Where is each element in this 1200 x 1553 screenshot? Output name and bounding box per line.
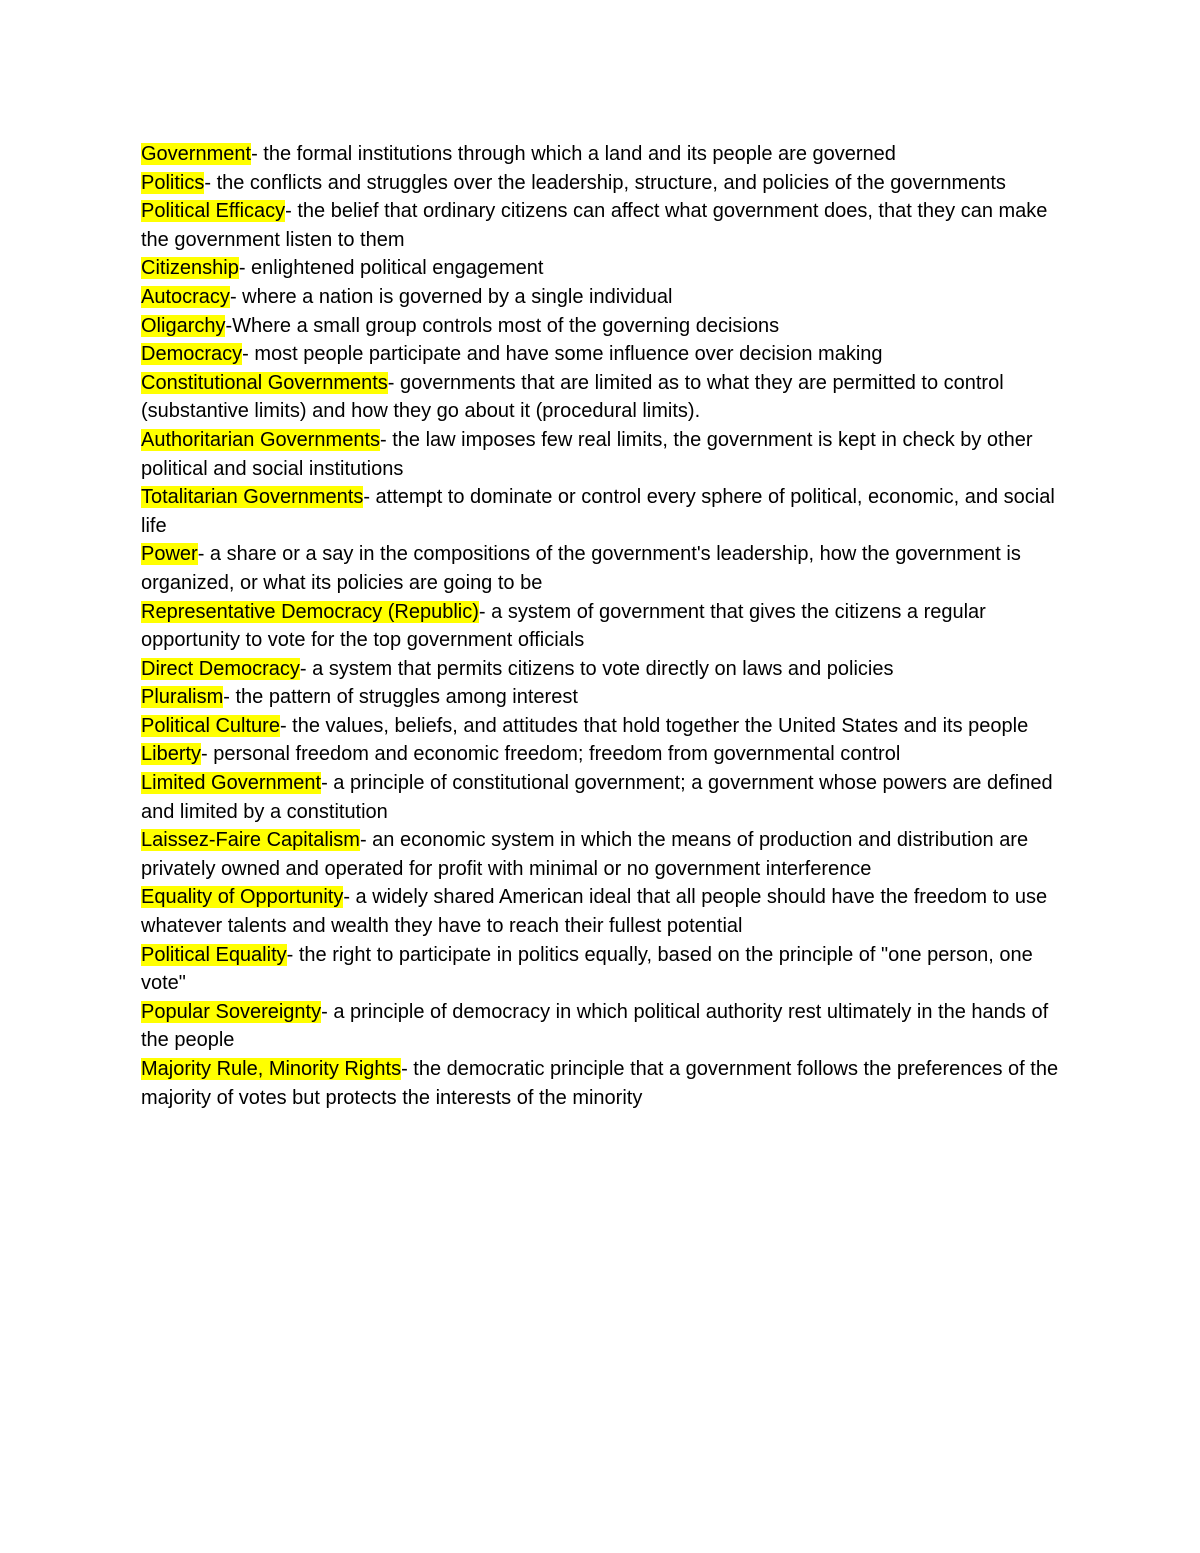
glossary-entry [141, 140, 1066, 169]
term-definition: - a share or a say in the compositions of the government's leadership, how the government is organized, or what its policies are going to be [141, 543, 1021, 594]
term-definition: - a principle of democracy in which political authority rest ultimately in the hands of the people [141, 1000, 1049, 1052]
glossary-entry [141, 998, 1066, 1055]
term-definition: - a system that permits citizens to vote directly on laws and policies [299, 657, 894, 680]
glossary-entry [141, 655, 1066, 684]
highlighted-term: Liberty [141, 743, 202, 766]
term-definition: - an economic system in which the means of production and distribution are privately owned and operated for profit with minimal or no government interference [141, 829, 1029, 880]
highlighted-term: Direct Democracy [141, 657, 300, 680]
highlighted-term: Politics [141, 171, 205, 194]
term-definition: - enlightened political engagement [238, 257, 544, 280]
highlighted-term: Democracy [141, 343, 243, 366]
term-definition: - governments that are limited as to what they are permitted to control (substantive limits) and how they go about it (procedural limits). [141, 371, 1004, 423]
term-definition: - the conflicts and struggles over the leadership, structure, and policies of the governments [204, 171, 1006, 194]
term-definition: - the belief that ordinary citizens can affect what government does, that they can make the government listen to them [141, 200, 1048, 251]
term-definition: - a principle of constitutional government; a government whose powers are defined and limited by a constitution [141, 772, 1053, 823]
highlighted-term: Political Equality [141, 943, 287, 966]
highlighted-term: Power [141, 543, 198, 566]
glossary-entry [141, 712, 1066, 741]
term-definition: - the values, beliefs, and attitudes that hold together the United States and its people [279, 714, 1029, 737]
glossary-entry [141, 683, 1066, 712]
glossary-list [141, 140, 1066, 1112]
glossary-entry [141, 483, 1066, 540]
glossary-entry [141, 1055, 1066, 1112]
term-definition: - where a nation is governed by a single individual [229, 285, 673, 308]
glossary-entry [141, 369, 1066, 426]
term-definition: - a widely shared American ideal that all people should have the freedom to use whatever talents and wealth they have to reach their fullest potential [141, 886, 1048, 938]
glossary-entry [141, 598, 1066, 655]
highlighted-term: Government [141, 143, 252, 165]
term-definition: - personal freedom and economic freedom; freedom from governmental control [201, 743, 901, 766]
highlighted-term: Representative Democracy (Republic) [141, 600, 479, 623]
glossary-entry [141, 883, 1066, 940]
glossary-entry [141, 769, 1066, 826]
term-definition: - a system of government that gives the citizens a regular opportunity to vote for the top government officials [141, 600, 986, 652]
glossary-entry [141, 340, 1066, 369]
highlighted-term: Popular Sovereignty [141, 1000, 322, 1023]
glossary-entry [141, 254, 1066, 283]
term-definition: - the pattern of struggles among interest [223, 686, 578, 709]
highlighted-term: Citizenship [141, 257, 239, 280]
glossary-entry [141, 826, 1066, 883]
highlighted-term: Political Culture [141, 714, 280, 737]
term-definition: - the law imposes few real limits, the government is kept in check by other political and social institutions [141, 428, 1033, 480]
glossary-entry [141, 197, 1066, 254]
term-definition: - most people participate and have some influence over decision making [242, 343, 883, 366]
highlighted-term: Limited Government [141, 772, 322, 795]
highlighted-term: Authoritarian Governments [141, 428, 381, 451]
highlighted-term: Political Efficacy [141, 200, 286, 223]
highlighted-term: Constitutional Governments [141, 371, 388, 394]
glossary-entry [141, 941, 1066, 998]
glossary-entry [141, 740, 1066, 769]
term-definition: -Where a small group controls most of the governing decisions [225, 314, 780, 337]
glossary-entry [141, 312, 1066, 341]
glossary-entry [141, 283, 1066, 312]
highlighted-term: Totalitarian Governments [141, 486, 364, 509]
term-definition: - the right to participate in politics equally, based on the principle of "one person, one vote" [141, 943, 1033, 995]
term-definition: - the democratic principle that a government follows the preferences of the majority of votes but protects the interests of the minority [141, 1058, 1059, 1109]
highlighted-term: Pluralism [141, 686, 224, 709]
glossary-entry [141, 540, 1066, 597]
glossary-entry [141, 169, 1066, 198]
term-definition: - attempt to dominate or control every sphere of political, economic, and social life [141, 486, 1055, 537]
term-definition: - the formal institutions through which a land and its people are governed [251, 143, 896, 165]
highlighted-term: Majority Rule, Minority Rights [141, 1058, 402, 1080]
highlighted-term: Laissez-Faire Capitalism [141, 829, 360, 852]
highlighted-term: Autocracy [141, 285, 230, 308]
highlighted-term: Oligarchy [141, 314, 226, 337]
highlighted-term: Equality of Opportunity [141, 886, 344, 909]
glossary-entry [141, 426, 1066, 483]
